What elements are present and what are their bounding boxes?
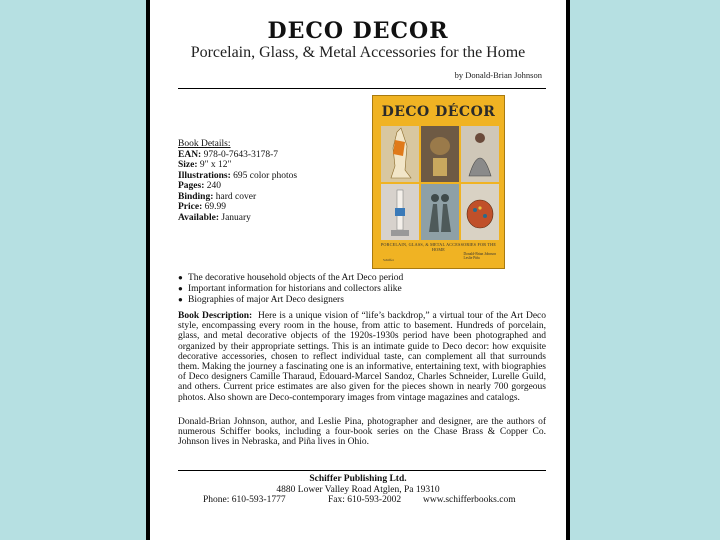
detail-price: Price: 69.99 bbox=[178, 202, 227, 212]
footer-divider bbox=[178, 470, 546, 471]
detail-illustrations: Illustrations: 695 color photos bbox=[178, 170, 298, 181]
list-item: ● The decorative household objects of the Art Deco period bbox=[178, 273, 403, 284]
sell-sheet-page bbox=[146, 0, 570, 540]
book-subtitle: Porcelain, Glass, & Metal Accessories for the Home bbox=[190, 44, 526, 61]
cover-photo-cat-figurine bbox=[381, 126, 419, 182]
cover-title: DECO DÉCOR bbox=[381, 104, 496, 120]
book-description bbox=[178, 311, 546, 403]
cover-publisher-logo: Schiffer bbox=[383, 258, 394, 262]
list-item: ● Biographies of major Art Deco designers bbox=[178, 295, 403, 306]
description-text: Here is a unique vision of “life’s backdrop,” a virtual tour of the Art Deco style, encompassing every room in the house, from attic to basement. Hundreds of porcelain, glass, and metal decorative objects of the 1920s-1930s period have been photographed and organized by their appropriate settings. This is an intimate guide to Deco decor: how exquisite decorative accessories, chosen to reflect individual taste, can complement all that surrounds them. Making the journey a fascinating one is an informative, entertaining text, with biographies of Deco designers Camille Tharaud, Edouard-Marcel Sandoz, Charles Schneider, Lurelle Guild, and others. Current price estimates are also given for the pieces shown in nearly 700 gorgeous photos. Also shown are Deco-contemporary images from vintage magazines and catalogs. bbox=[178, 311, 547, 403]
detail-size: Size: 9" x 12" bbox=[178, 160, 232, 170]
book-cover-image bbox=[372, 95, 505, 269]
detail-available: Available: January bbox=[178, 212, 251, 223]
publisher-footer bbox=[150, 474, 566, 506]
cover-photo-figure-lamp bbox=[381, 184, 419, 240]
description-label: Book Description: bbox=[178, 311, 253, 321]
cover-photo-bronze-statue bbox=[421, 184, 459, 240]
detail-ean: EAN: 978-0-7643-3178-7 bbox=[178, 149, 279, 160]
cover-photo-vases bbox=[421, 126, 459, 182]
publisher-name: Schiffer Publishing Ltd. bbox=[309, 474, 407, 484]
cover-photo-lady-figurine bbox=[461, 126, 499, 182]
cover-subtitle: PORCELAIN, GLASS, & METAL ACCESSORIES FOR THE HOME bbox=[380, 242, 497, 252]
author-bio: Donald-Brian Johnson, author, and Leslie Pina, photographer and designer, are the authors of numerous Schiffer books, including a four-book series on the Chase Brass & Copper Co. Johnson lives in Nebraska, and Piña lives in Ohio. bbox=[178, 417, 546, 448]
publisher-website: www.schifferbooks.com bbox=[423, 495, 516, 505]
publisher-address: 4880 Lower Valley Road Atglen, Pa 19310 bbox=[276, 484, 440, 495]
detail-binding: Binding: hard cover bbox=[178, 191, 257, 202]
cover-photo-ornate-pot bbox=[461, 184, 499, 240]
book-title: DECO DECOR bbox=[267, 18, 449, 44]
publisher-contact bbox=[150, 495, 566, 506]
header-divider bbox=[178, 88, 546, 89]
cover-authors: Donald-Brian Johnson Leslie Piña bbox=[463, 252, 496, 260]
details-heading: Book Details: bbox=[178, 139, 231, 149]
list-item: ● Important information for historians and collectors alike bbox=[178, 284, 403, 295]
book-details bbox=[178, 139, 297, 223]
feature-bullet-list bbox=[178, 273, 403, 305]
detail-pages: Pages: 240 bbox=[178, 181, 222, 191]
publisher-fax: Fax: 610-593-2002 bbox=[328, 495, 402, 505]
publisher-phone: Phone: 610-593-1777 bbox=[203, 495, 286, 505]
author-byline: by Donald-Brian Johnson bbox=[454, 70, 542, 80]
